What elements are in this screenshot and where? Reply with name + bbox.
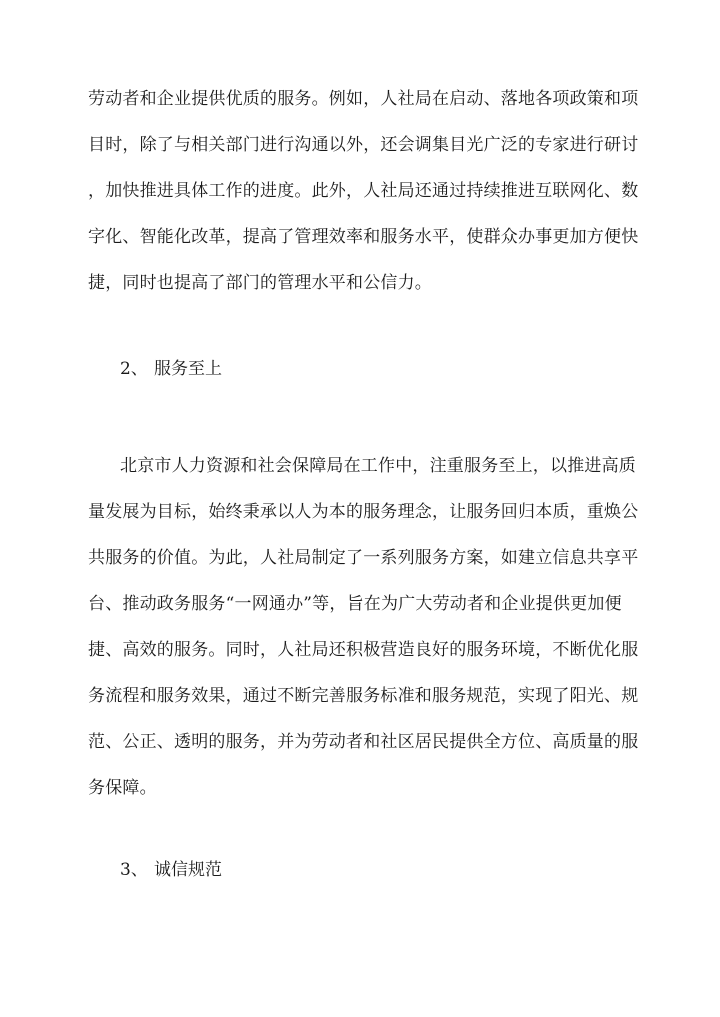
paragraph2-line-1: 北京市人力资源和社会保障局在工作中，注重服务至上，以推进高质: [120, 456, 636, 476]
paragraph1-line-4: 字化、智能化改革，提高了管理效率和服务水平，使群众办事更加方便快: [88, 227, 639, 247]
paragraph2-line-3: 共服务的价值。为此，人社局制定了一系列服务方案，如建立信息共享平: [88, 548, 639, 568]
section2-heading: [120, 358, 222, 380]
section3-heading: [120, 859, 222, 881]
section2-title: 服务至上: [154, 359, 222, 379]
paragraph1-line-2: 目时，除了与相关部门进行沟通以外，还会调集目光广泛的专家进行研讨: [88, 135, 639, 155]
paragraph2-line-8: 务保障。: [88, 778, 157, 798]
paragraph1-line-1: 劳动者和企业提供优质的服务。例如，人社局在启动、落地各项政策和项: [88, 89, 639, 109]
section3-number: 3、: [120, 860, 148, 880]
paragraph1-line-3: ，加快推进具体工作的进度。此外，人社局还通过持续推进互联网化、数: [88, 181, 639, 201]
paragraph2-line-6: 务流程和服务效果，通过不断完善服务标准和服务规范，实现了阳光、规: [88, 686, 639, 706]
section2-number: 2、: [120, 359, 148, 379]
paragraph2-line-7: 范、公正、透明的服务，并为劳动者和社区居民提供全方位、高质量的服: [88, 732, 639, 752]
paragraph1-line-5: 捷，同时也提高了部门的管理水平和公信力。: [88, 273, 432, 293]
section3-title: 诚信规范: [154, 860, 222, 880]
paragraph2-line-4: 台、推动政务服务“一网通办”等，旨在为广大劳动者和企业提供更加便: [88, 594, 622, 614]
paragraph2-line-5: 捷、高效的服务。同时，人社局还积极营造良好的服务环境，不断优化服: [88, 640, 639, 660]
paragraph2-line-2: 量发展为目标，始终秉承以人为本的服务理念，让服务回归本质，重焕公: [88, 502, 639, 522]
